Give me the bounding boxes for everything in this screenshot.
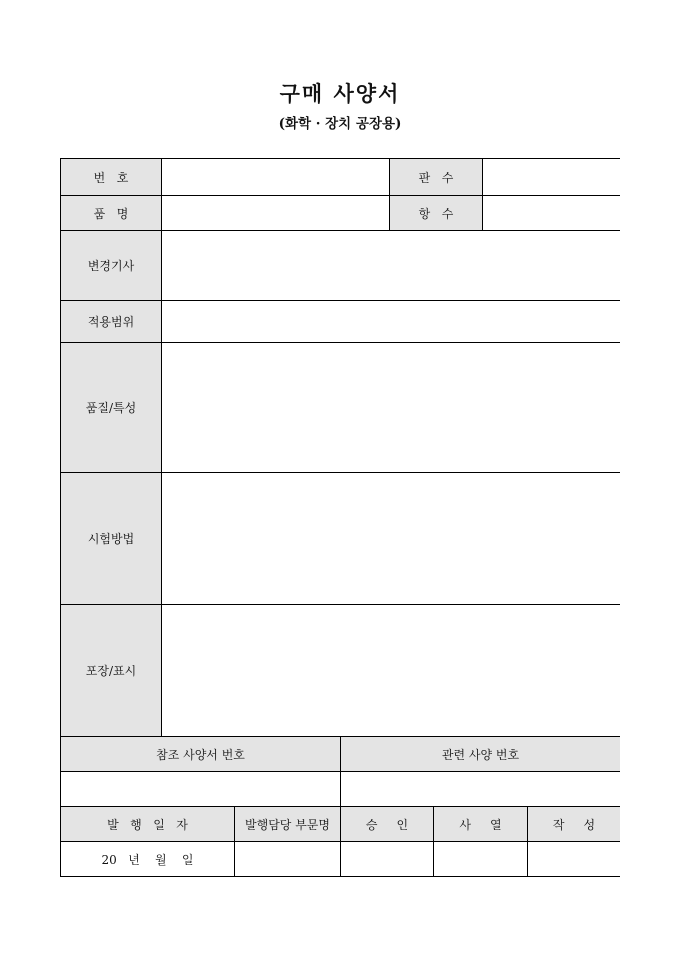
review-label-cell (434, 807, 528, 842)
packing-label-cell (61, 605, 162, 737)
packing-label: 포장/표시 (85, 664, 137, 678)
test-label: 시험방법 (87, 532, 135, 546)
dept-label-cell (235, 807, 341, 842)
author-label: 작 성 (552, 817, 596, 832)
ref-spec-input-cell[interactable] (61, 772, 341, 807)
clause-input-cell[interactable] (483, 196, 620, 231)
document-subtitle: (화학 · 장치 공장용) (278, 116, 402, 132)
scope-label-cell (61, 301, 162, 343)
number-label-cell (61, 159, 162, 196)
quality-input-cell[interactable] (162, 343, 620, 473)
review-input-cell[interactable] (434, 842, 528, 876)
related-spec-label: 관련 사양 번호 (441, 747, 520, 762)
issue-date-label-cell (61, 807, 235, 842)
spec-form-table (60, 158, 620, 877)
clause-label-cell (390, 196, 483, 231)
change-input-cell[interactable] (162, 231, 620, 301)
number-label: 번 호 (93, 170, 129, 185)
issue-date-label: 발 행 일 자 (107, 817, 188, 832)
scope-label: 적용범위 (87, 315, 135, 329)
quality-label: 품질/특성 (85, 401, 137, 415)
number-input-cell[interactable] (162, 159, 390, 196)
issue-date-value: 20 년 월 일 (101, 852, 194, 867)
document-title: 구매 사양서 (279, 81, 401, 106)
approve-label: 승 인 (365, 817, 409, 832)
test-input-cell[interactable] (162, 473, 620, 605)
review-label: 사 열 (459, 817, 502, 832)
author-input-cell[interactable] (528, 842, 620, 876)
change-label-cell (61, 231, 162, 301)
issue-date-input-cell[interactable] (61, 842, 235, 876)
item-input-cell[interactable] (162, 196, 390, 231)
item-label: 품 명 (93, 206, 129, 221)
edition-label: 판 수 (418, 170, 454, 185)
dept-input-cell[interactable] (235, 842, 341, 876)
edition-input-cell[interactable] (483, 159, 620, 196)
dept-label: 발행담당 부문명 (245, 817, 330, 832)
approve-input-cell[interactable] (341, 842, 434, 876)
edition-label-cell (390, 159, 483, 196)
item-label-cell (61, 196, 162, 231)
test-label-cell (61, 473, 162, 605)
author-label-cell (528, 807, 620, 842)
clause-label: 항 수 (418, 206, 454, 221)
related-spec-label-cell (341, 737, 620, 772)
ref-spec-label-cell (61, 737, 341, 772)
quality-label-cell (61, 343, 162, 473)
change-label: 변경기사 (87, 259, 135, 273)
scope-input-cell[interactable] (162, 301, 620, 343)
packing-input-cell[interactable] (162, 605, 620, 737)
ref-spec-label: 참조 사양서 번호 (156, 747, 245, 762)
related-spec-input-cell[interactable] (341, 772, 620, 807)
approve-label-cell (341, 807, 434, 842)
